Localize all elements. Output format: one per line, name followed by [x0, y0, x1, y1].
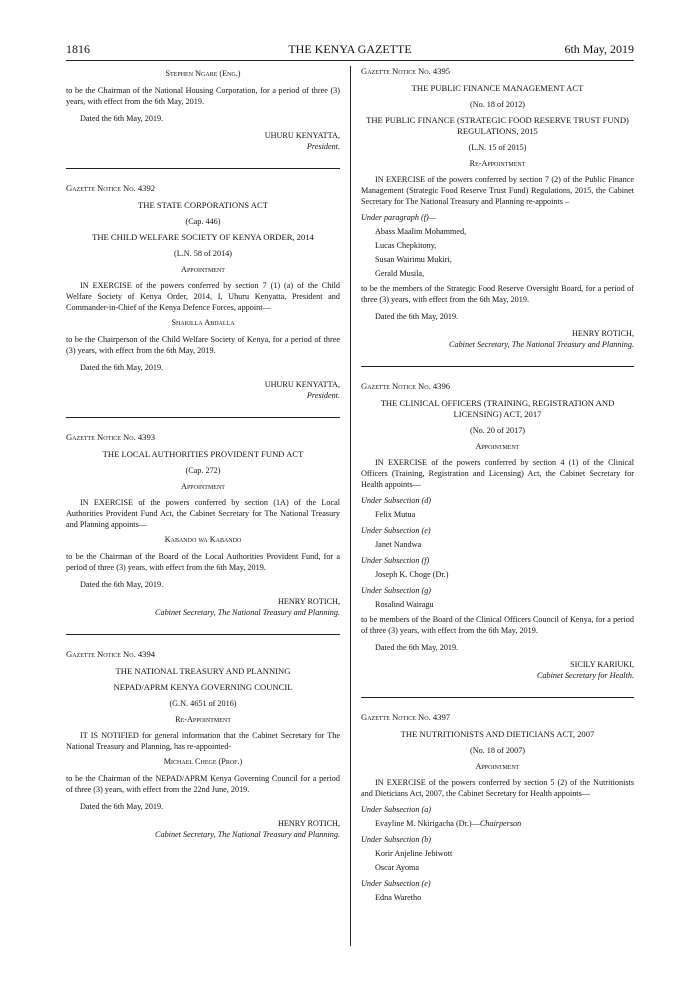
signatory-name: HENRY ROTICH,: [277, 597, 340, 606]
notice-4397: [361, 712, 634, 903]
no-reference: (No. 20 of 2017): [469, 426, 526, 435]
notice-body: IT IS NOTIFIED for general information that the Cabinet Secretary for The National Treasury and Planning, has re-appointed-: [66, 731, 340, 751]
appointment-text: to be the members of the Strategic Food Reserve Oversight Board, for a period of three (3) years, with effect from the 6th May, 2019.: [361, 284, 634, 304]
signatory-title: President.: [306, 142, 340, 151]
cap-reference: (Cap. 446): [185, 217, 221, 226]
notice-separator: [66, 634, 340, 635]
cap-reference: (Cap. 272): [185, 466, 221, 475]
dated-line: Dated the 6th May, 2019.: [80, 802, 164, 811]
appointee-name: Michael Chege (Prof.): [163, 757, 243, 766]
notice-type: Re-Appointment: [469, 159, 526, 168]
right-column: [361, 66, 634, 906]
signature: [361, 659, 634, 681]
act-title: THE NUTRITIONISTS AND DIETICIANS ACT, 2007: [400, 729, 595, 739]
ln-reference: (L.N. 15 of 2015): [468, 143, 527, 152]
notice-number: Gazette Notice No. 4392: [66, 183, 156, 193]
appointment-text: to be the Chairman of the Board of the Local Authorities Provident Fund, for a period of three (3) years, with effect from the 6th May, 2019.: [66, 552, 340, 572]
dated-line: Dated the 6th May, 2019.: [80, 363, 164, 372]
member-name: Janet Nandwa: [375, 540, 422, 549]
notice-separator: [66, 417, 340, 418]
ln-reference: (L.N. 58 of 2014): [174, 249, 232, 258]
notice-body: IN EXERCISE of the powers conferred by section 5 (2) of the Nutritionists and Dieticians Act, 2007, the Cabinet Secretary for Health appoints—: [361, 778, 634, 798]
gn-reference: (G.N. 4651 of 2016): [169, 699, 237, 708]
signatory-title: President.: [306, 391, 340, 400]
member-name: Abass Maalim Mohammed,: [375, 227, 467, 236]
subsection-label: Under Subsection (b): [361, 835, 432, 844]
notice-body: IN EXERCISE of the powers conferred by section (1A) of the Local Authorities Provident Fund Act, the Cabinet Secretary for The National Treasury and Planning appoints—: [66, 498, 340, 529]
subsection-label: Under Subsection (g): [361, 586, 432, 595]
subsection-label: Under paragraph (f)—: [361, 213, 437, 222]
subsection-label: Under Subsection (d): [361, 496, 432, 505]
member-name: Joseph K. Choge (Dr.): [375, 570, 449, 579]
member-name: Oscar Ayoma: [375, 863, 420, 872]
member-name: Susan Wairimu Mukiri,: [375, 255, 452, 264]
notice-number: Gazette Notice No. 4394: [66, 649, 156, 659]
signature: [66, 379, 340, 401]
notice-body: IN EXERCISE of the powers conferred by section 7 (1) (a) of the Child Welfare Society of Kenya Order, 2014, I, Uhuru Kenyatta, President and Commander-in-Chief of the Kenya Defence Forces, appoint—: [66, 281, 340, 312]
regulations-title: THE PUBLIC FINANCE (STRATEGIC FOOD RESERVE TRUST FUND) REGULATIONS, 2015: [366, 115, 629, 136]
signatory-name: SICILY KARIUKI,: [570, 660, 634, 669]
appointment-text: to be the Chairperson of the Child Welfare Society of Kenya, for a period of three (3) years, with effect from the 6th May, 2019.: [66, 335, 340, 355]
signatory-name: HENRY ROTICH,: [277, 819, 340, 828]
signatory-name: HENRY ROTICH,: [571, 329, 634, 338]
appointment-text: to be members of the Board of the Clinical Officers Council of Kenya, for a period of three (3) years, with effect from the 6th May, 2019.: [361, 615, 634, 635]
subsection-label: Under Subsection (e): [361, 526, 431, 535]
order-title: THE CHILD WELFARE SOCIETY OF KENYA ORDER, 2014: [92, 232, 314, 242]
notice-number: Gazette Notice No. 4397: [361, 712, 451, 722]
notice-separator: [361, 697, 634, 698]
act-title: THE CLINICAL OFFICERS (TRAINING, REGISTRATION AND LICENSING) ACT, 2017: [380, 398, 615, 419]
dated-line: Dated the 6th May, 2019.: [80, 114, 164, 123]
notice-type: Appointment: [475, 442, 520, 451]
act-title: THE LOCAL AUTHORITIES PROVIDENT FUND ACT: [102, 449, 304, 459]
signatory-title: Cabinet Secretary, The National Treasury and Planning.: [449, 340, 634, 349]
member-name: Felix Mutua: [375, 510, 416, 519]
notice-body: IN EXERCISE of the powers conferred by section 7 (2) of the Public Finance Management (Strategic Food Reserve Trust Fund) Regulations, 2015, the Cabinet Secretary for The National Treasury and Planning re-appoints –: [361, 175, 634, 206]
appointee-name: Shakilla Abdalla: [171, 318, 235, 327]
subsection-label: Under Subsection (a): [361, 805, 432, 814]
member-name: Lucas Chepkitony,: [375, 241, 437, 250]
notice-type: Appointment: [181, 265, 225, 274]
member-role: Chairperson: [479, 819, 522, 828]
notice-body: IN EXERCISE of the powers conferred by section 4 (1) of the Clinical Officers (Training, Registration and Licensing) Act, the Cabinet Secretary for Health appoints—: [361, 458, 634, 489]
dated-line: Dated the 6th May, 2019.: [375, 312, 459, 321]
act-title: THE STATE CORPORATIONS ACT: [138, 200, 268, 210]
appointment-text: to be the Chairman of the National Housing Corporation, for a period of three (3) years, with effect from the 6th May, 2019.: [66, 86, 340, 106]
gazette-title: THE KENYA GAZETTE: [288, 42, 412, 56]
notice-number: Gazette Notice No. 4395: [361, 66, 451, 76]
act-title: THE NATIONAL TREASURY AND PLANNING: [115, 666, 291, 676]
column-divider: [350, 66, 351, 946]
no-reference: (No. 18 of 2007): [469, 746, 526, 755]
appointee-name: Stephen Ngare (Eng.): [165, 69, 241, 78]
signatory-title: Cabinet Secretary, The National Treasury and Planning.: [155, 830, 340, 839]
notice-type: Re-Appointment: [175, 715, 231, 724]
notice-number: Gazette Notice No. 4393: [66, 432, 156, 442]
subsection-label: Under Subsection (e): [361, 879, 431, 888]
subsection-label: Under Subsection (f): [361, 556, 430, 565]
member-name: Rosalind Wairagu: [375, 600, 434, 609]
appointee-name: Kabando wa Kabando: [164, 535, 242, 544]
notice-type: Appointment: [181, 482, 225, 491]
member-entry: [361, 818, 634, 829]
notice-separator: [361, 366, 634, 367]
member-name: Evayline M. Nkirigacha (Dr.)—: [375, 819, 480, 828]
dated-line: Dated the 6th May, 2019.: [375, 643, 459, 652]
member-name: Gerald Musila,: [375, 269, 425, 278]
left-column: [66, 66, 340, 840]
notice-4396: [361, 381, 634, 681]
signature: [66, 130, 340, 152]
notice-4395: [361, 66, 634, 350]
signature: [66, 818, 340, 840]
page-header: [66, 42, 634, 60]
signature: [66, 596, 340, 618]
signatory-name: UHURU KENYATTA,: [264, 131, 340, 140]
notice-continued: [66, 68, 340, 152]
member-name: Korir Anjeline Jebiwott: [375, 849, 453, 858]
header-rule: [66, 60, 634, 61]
notice-4393: [66, 432, 340, 618]
notice-type: Appointment: [475, 762, 520, 771]
notice-number: Gazette Notice No. 4396: [361, 381, 451, 391]
council-title: NEPAD/APRM KENYA GOVERNING COUNCIL: [113, 682, 293, 692]
signatory-title: Cabinet Secretary for Health.: [536, 671, 634, 680]
notice-4394: [66, 649, 340, 840]
notice-separator: [66, 168, 340, 169]
page-number: 1816: [66, 42, 90, 56]
member-name: Edna Waretho: [375, 893, 422, 902]
no-reference: (No. 18 of 2012): [469, 100, 526, 109]
notice-4392: [66, 183, 340, 401]
dated-line: Dated the 6th May, 2019.: [80, 580, 164, 589]
appointment-text: to be the Chairman of the NEPAD/APRM Kenya Governing Council for a period of three (3) years, with effect from the 22nd June, 2019.: [66, 774, 340, 794]
signatory-name: UHURU KENYATTA,: [264, 380, 340, 389]
act-title: THE PUBLIC FINANCE MANAGEMENT ACT: [411, 83, 584, 93]
signature: [361, 328, 634, 350]
signatory-title: Cabinet Secretary, The National Treasury and Planning.: [155, 608, 340, 617]
issue-date: 6th May, 2019: [564, 42, 634, 56]
